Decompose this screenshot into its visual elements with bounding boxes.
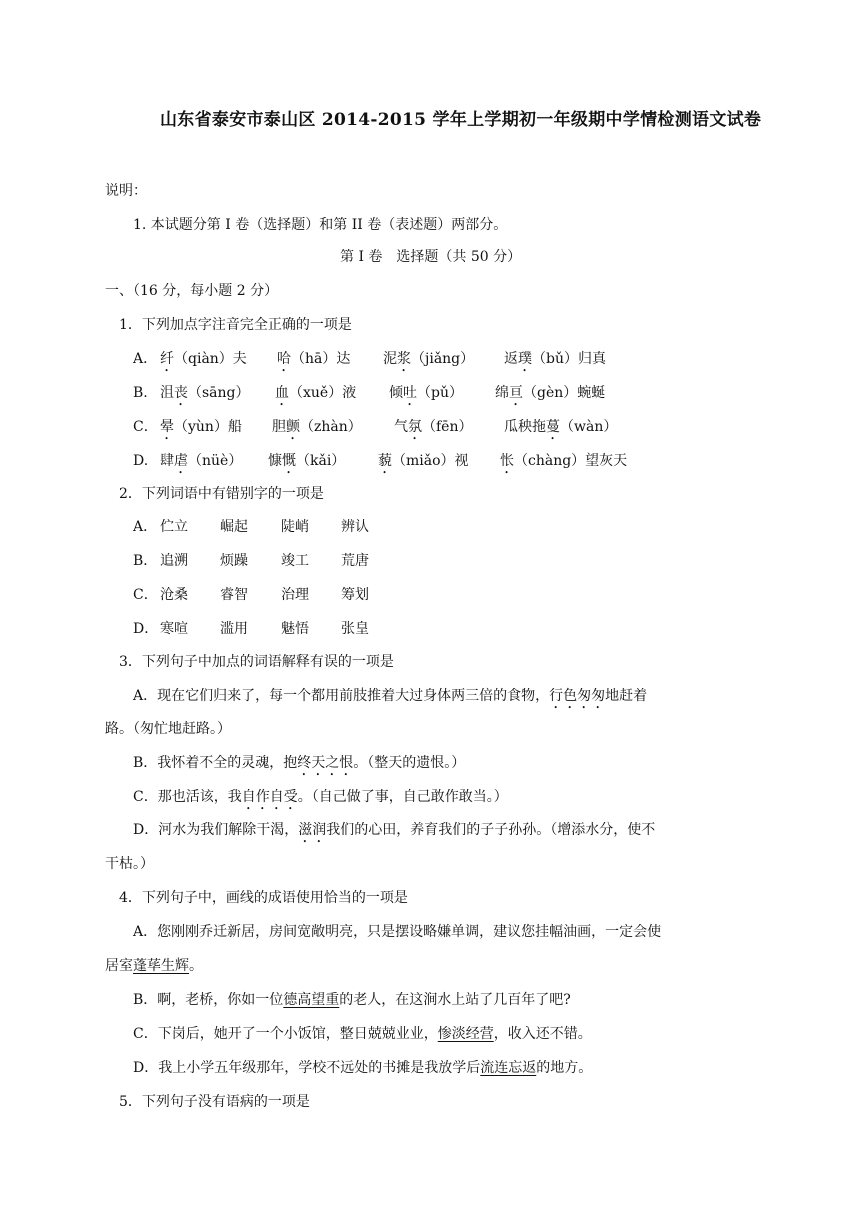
q1-item-prefix: 慷 — [268, 453, 282, 469]
q3-c-dotted-word: 自作自受 — [241, 789, 298, 805]
q3-a-text-end: 地赶着 — [605, 688, 648, 704]
q4-a-underlined-idiom: 蓬荜生辉 — [133, 958, 189, 974]
q2-option-word: 竣工 — [281, 553, 309, 569]
q1-item-pinyin: （gèn）蜿蜒 — [523, 385, 606, 401]
q1-item-pinyin: （pǔ） — [417, 385, 463, 401]
q1-item-pinyin: （qiàn）夫 — [174, 351, 247, 367]
q1-option-item — [394, 417, 472, 443]
q1-option-label: B. — [133, 385, 148, 401]
q1-option-item — [160, 417, 242, 443]
q2-option-word: 寒喧 — [160, 621, 188, 637]
q2-option-word: 张皇 — [341, 621, 369, 637]
q1-item-prefix: 沮 — [160, 385, 174, 401]
q4-b-underlined-idiom: 德高望重 — [283, 992, 340, 1008]
q1-dotted-char: 璞 — [518, 351, 532, 367]
q1-item-pinyin: （sāng） — [188, 385, 250, 401]
q2-option-word: 追溯 — [160, 553, 188, 569]
q4-b-text-end: 的老人，在这涧水上站了几百年了吧? — [339, 992, 571, 1008]
q4-stem: 4．下列句子中，画线的成语使用恰当的一项是 — [119, 890, 408, 906]
q1-item-pinyin: （nüè） — [188, 453, 243, 469]
q2-option-word: 伫立 — [160, 519, 188, 535]
q1-option-item — [272, 417, 362, 443]
q1-item-pinyin: （zhàn） — [300, 419, 362, 435]
q1-dotted-char: 虐 — [174, 453, 188, 469]
q1-dotted-char: 怅 — [500, 453, 514, 469]
q2-option-word: 魅悟 — [281, 621, 309, 637]
q1-option-item — [500, 451, 627, 477]
q2-option-word: 睿智 — [220, 587, 248, 603]
q3-c-text: C．那也活该，我 — [133, 789, 242, 805]
q3-d-text: D．河水为我们解除干渴， — [133, 822, 299, 838]
q2-option-label: C． — [133, 587, 158, 603]
q1-option-item — [383, 349, 474, 375]
q3-b-text-end: 。（整天的遗恨。） — [353, 755, 466, 771]
q1-item-prefix: 返 — [504, 351, 518, 367]
q1-item-prefix: 肆 — [160, 453, 174, 469]
q2-option-word: 荒唐 — [341, 553, 369, 569]
q1-item-prefix: 倾 — [389, 385, 403, 401]
q2-option-word: 筹划 — [341, 587, 369, 603]
q1-item-prefix: 泥 — [383, 351, 397, 367]
q4-d-underlined-idiom: 流连忘返 — [480, 1060, 537, 1076]
q2-option-word: 治理 — [281, 587, 309, 603]
q1-item-prefix: 瓜秧拖 — [504, 419, 546, 435]
q3-option-a — [133, 686, 647, 712]
q4-d-text-end: 的地方。 — [536, 1060, 593, 1076]
q3-c-text-end: 。（自己做了事，自己敢作敢当。） — [297, 789, 508, 805]
q1-dotted-char: 慨 — [282, 453, 296, 469]
q1-dotted-char: 血 — [275, 385, 289, 401]
q1-option-item — [504, 417, 617, 443]
q3-b-dotted-word: 终天之恨 — [297, 755, 354, 771]
q4-a-text-end: 。 — [189, 958, 203, 974]
q3-option-a-cont: 路。（匆忙地赶路。） — [105, 721, 231, 737]
q1-dotted-char: 亘 — [509, 385, 523, 401]
q2-option-label: A． — [133, 519, 158, 535]
q1-item-pinyin: （bǔ）归真 — [532, 351, 606, 367]
q1-item-pinyin: （fēn） — [422, 419, 473, 435]
q4-b-text: B．啊，老桥，你如一位 — [133, 992, 284, 1008]
q1-item-prefix: 胆 — [272, 419, 286, 435]
q1-option-item — [277, 349, 350, 375]
q4-c-text-end: ，收入还不错。 — [493, 1026, 592, 1042]
note-label: 说明： — [105, 183, 147, 199]
q1-option-item — [160, 349, 247, 375]
q1-dotted-char: 浆 — [397, 351, 411, 367]
q1-item-pinyin: （yùn）船 — [174, 419, 242, 435]
q3-option-c — [133, 787, 508, 813]
q1-dotted-char: 晕 — [160, 419, 174, 435]
q1-item-pinyin: （miǎo）视 — [392, 453, 469, 469]
q2-option-label: B． — [133, 553, 158, 569]
q3-b-text: B．我怀着不全的灵魂，抱 — [133, 755, 298, 771]
q1-option-item — [268, 451, 345, 477]
q2-option-word: 崛起 — [220, 519, 248, 535]
q3-option-b — [133, 753, 465, 779]
q1-option-item — [389, 383, 463, 409]
q2-option-word: 陡峭 — [281, 519, 309, 535]
q1-item-pinyin: （chàng）望灰天 — [514, 453, 628, 469]
q2-option-word: 烦躁 — [220, 553, 248, 569]
q1-item-pinyin: （kǎi） — [296, 453, 346, 469]
q4-option-b — [133, 990, 571, 1010]
q1-item-prefix: 绵 — [495, 385, 509, 401]
q1-item-pinyin: （jiǎng） — [411, 351, 475, 367]
q1-dotted-char: 哈 — [277, 351, 291, 367]
q4-c-underlined-idiom: 惨淡经营 — [437, 1026, 494, 1042]
q4-option-a-cont — [105, 956, 203, 976]
q1-item-pinyin: （xuě）液 — [289, 385, 357, 401]
q1-dotted-char: 颤 — [286, 419, 300, 435]
q4-option-d — [133, 1058, 592, 1078]
note-item-1: 1. 本试题分第 I 卷（选择题）和第 II 卷（表述题）两部分。 — [133, 217, 508, 233]
q2-option-word: 滥用 — [220, 621, 248, 637]
q1-option-item — [275, 383, 356, 409]
q5-stem: 5．下列句子没有语病的一项是 — [119, 1094, 310, 1110]
q1-dotted-char: 纤 — [160, 351, 174, 367]
q3-a-dotted-word: 行色匆匆 — [549, 688, 606, 704]
q1-item-prefix: 气 — [394, 419, 408, 435]
q1-dotted-char: 丧 — [174, 385, 188, 401]
q3-d-dotted-word: 滋润 — [298, 822, 327, 838]
section1-heading: 一、（16 分，每小题 2 分） — [105, 283, 279, 299]
q4-option-c — [133, 1024, 592, 1044]
q2-stem: 2．下列词语中有错别字的一项是 — [119, 486, 324, 502]
q1-option-item — [495, 383, 605, 409]
q2-option-label: D． — [133, 621, 159, 637]
q4-c-text: C．下岗后，她开了一个小饭馆，整日兢兢业业， — [133, 1026, 438, 1042]
q1-option-item — [504, 349, 606, 375]
q2-option-word: 沧桑 — [160, 587, 188, 603]
q1-dotted-char: 蔓 — [546, 419, 560, 435]
q1-option-item — [378, 451, 469, 477]
part1-heading: 第 I 卷 选择题（共 50 分） — [340, 249, 522, 265]
q4-option-a: A．您刚刚乔迁新居，房间宽敞明亮，只是摆设略嫌单调，建议您挂幅油画，一定会使 — [133, 924, 662, 940]
q1-option-item — [160, 383, 250, 409]
q1-option-label: D. — [133, 453, 149, 469]
q1-option-item — [160, 451, 242, 477]
q1-item-pinyin: （wàn） — [560, 419, 618, 435]
q1-dotted-char: 氛 — [408, 419, 422, 435]
q1-option-label: C． — [133, 419, 158, 435]
q3-d-text-end: 我们的心田，养育我们的子子孙孙。（增添水分，使不 — [326, 822, 656, 838]
q3-stem: 3．下列句子中加点的词语解释有误的一项是 — [119, 654, 394, 670]
q1-item-pinyin: （hā）达 — [291, 351, 351, 367]
q2-option-word: 辨认 — [341, 519, 369, 535]
q3-a-text: A．现在它们归来了，每一个都用前肢推着大过身体两三倍的食物， — [133, 688, 550, 704]
exam-title: 山东省泰安市泰山区 2014-2015 学年上学期初一年级期中学情检测语文试卷 — [160, 110, 762, 130]
q3-option-d-cont: 干枯。） — [105, 856, 154, 872]
q1-dotted-char: 吐 — [403, 385, 417, 401]
q3-option-d — [133, 820, 655, 846]
q4-d-text: D．我上小学五年级那年，学校不远处的书摊是我放学后 — [133, 1060, 481, 1076]
q1-dotted-char: 藐 — [378, 453, 392, 469]
q1-stem: 1．下列加点字注音完全正确的一项是 — [119, 317, 352, 333]
q4-a-text: 居室 — [105, 958, 133, 974]
q1-option-label: A． — [133, 351, 158, 367]
